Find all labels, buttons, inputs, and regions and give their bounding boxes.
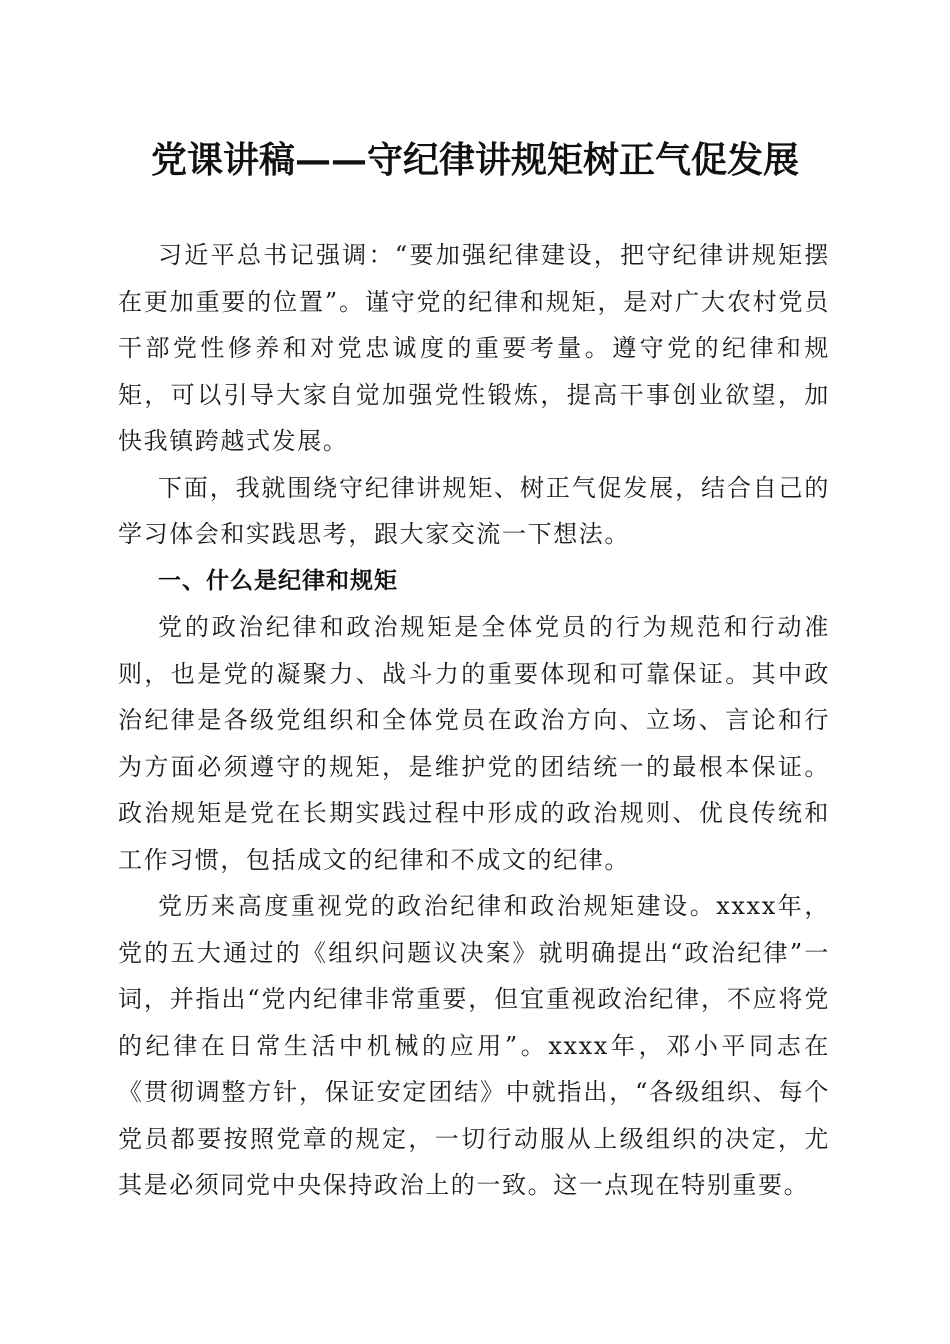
intro-paragraph-2: 下面，我就围绕守纪律讲规矩、树正气促发展，结合自己的学习体会和实践思考，跟大家交流一下想法。 [118,473,830,548]
document-body [118,232,830,1209]
intro-paragraph-1: 习近平总书记强调：“要加强纪律建设，把守纪律讲规矩摆在更加重要的位置”。谨守党的纪律和规矩，是对广大农村党员干部党性修养和对党忠诚度的重要考量。遵守党的纪律和规矩，可以引导大家自觉加强党性锻炼，提高干事创业欲望，加快我镇跨越式发展。 [118,241,830,455]
section-heading-1: 一、什么是纪律和规矩 [158,567,398,594]
document-title: 党课讲稿——守纪律讲规矩树正气促发展 [150,139,799,181]
section1-paragraph-2: 党历来高度重视党的政治纪律和政治规矩建设。xxxx年，党的五大通过的《组织问题议决案》就明确提出“政治纪律”一词，并指出“党内纪律非常重要，但宜重视政治纪律，不应将党的纪律在日常生活中机械的应用”。xxxx年，邓小平同志在《贯彻调整方针，保证安定团结》中就指出，“各级组织、每个党员都要按照党章的规定，一切行动服从上级组织的决定，尤其是必须同党中央保持政治上的一致。这一点现在特别重要。 [118,892,830,1199]
section1-paragraph-1: 党的政治纪律和政治规矩是全体党员的行为规范和行动准则，也是党的凝聚力、战斗力的重要体现和可靠保证。其中政治纪律是各级党组织和全体党员在政治方向、立场、言论和行为方面必须遵守的规矩，是维护党的团结统一的最根本保证。政治规矩是党在长期实践过程中形成的政治规则、优良传统和工作习惯，包括成文的纪律和不成文的纪律。 [118,613,830,874]
